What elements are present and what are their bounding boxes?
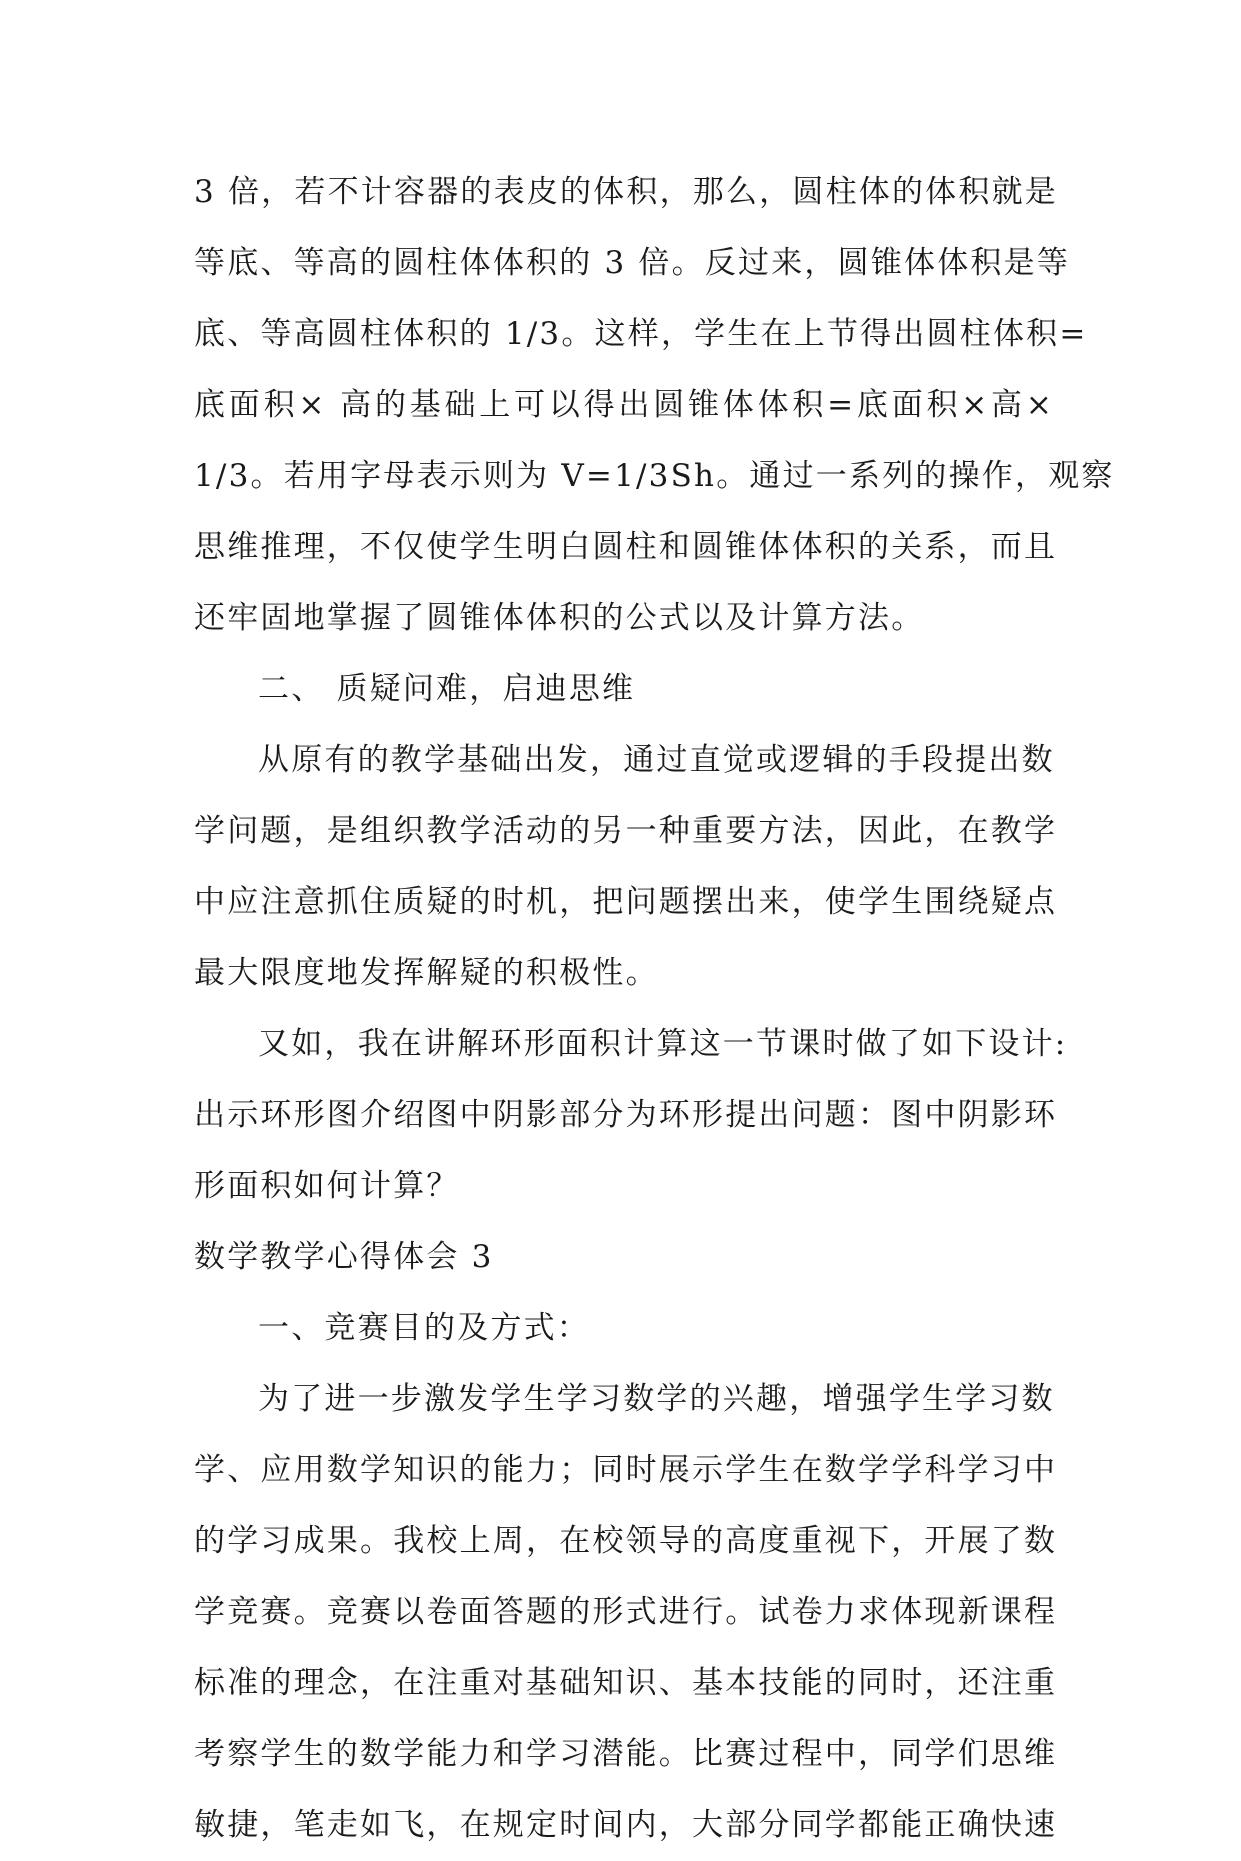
section-heading-purpose <box>194 1293 1054 1364</box>
text-line: 考察学生的数学能力和学习潜能。比赛过程中，同学们思维 <box>194 1736 1058 1772</box>
title-line: 数学教学心得体会 3 <box>194 1239 494 1275</box>
text-line: 标准的理念，在注重对基础知识、基本技能的同时，还注重 <box>194 1665 1058 1701</box>
heading-line: 一、竞赛目的及方式： <box>258 1310 590 1346</box>
text-line: 又如，我在讲解环形面积计算这一节课时做了如下设计: <box>258 1026 1068 1062</box>
text-line: 学竞赛。竞赛以卷面答题的形式进行。试卷力求体现新课程 <box>194 1594 1058 1630</box>
text-line: 出示环形图介绍图中阴影部分为环形提出问题：图中阴影环 <box>194 1097 1058 1133</box>
text-line: 敏捷，笔走如飞，在规定时间内，大部分同学都能正确快速 <box>194 1807 1058 1843</box>
text-line: 形面积如何计算？ <box>194 1168 460 1204</box>
article-title <box>194 1222 1054 1293</box>
text-line: 学问题，是组织教学活动的另一种重要方法，因此，在教学 <box>194 813 1058 849</box>
paragraph-cone-volume <box>194 157 1115 654</box>
text-line: 思维推理，不仅使学生明白圆柱和圆锥体体积的关系，而且 <box>194 529 1058 565</box>
text-line: 还牢固地掌握了圆锥体体积的公式以及计算方法。 <box>194 600 925 636</box>
heading-line: 二、 质疑问难，启迪思维 <box>258 671 636 707</box>
paragraph-competition <box>194 1364 1058 1861</box>
text-line: 为了进一步激发学生学习数学的兴趣，增强学生学习数 <box>258 1381 1055 1417</box>
paragraph-raise-questions <box>194 725 1058 1009</box>
text-line: 等底、等高的圆柱体体积的 3 倍。反过来，圆锥体体积是等 <box>194 245 1071 281</box>
paragraph-ring-area <box>194 1009 1068 1222</box>
text-line: 中应注意抓住质疑的时机，把问题摆出来，使学生围绕疑点 <box>194 884 1058 920</box>
text-line: 的学习成果。我校上周，在校领导的高度重视下，开展了数 <box>194 1523 1058 1559</box>
text-line: 底面积× 高的基础上可以得出圆锥体体积=底面积×高× <box>194 387 1054 423</box>
text-line: 最大限度地发挥解疑的积极性。 <box>194 955 659 991</box>
section-heading-questioning <box>194 654 1054 725</box>
text-line: 3 倍，若不计容器的表皮的体积，那么，圆柱体的体积就是 <box>194 174 1058 210</box>
document-page <box>194 157 1115 1861</box>
text-line: 底、等高圆柱体积的 1/3。这样，学生在上节得出圆柱体积= <box>194 316 1088 352</box>
text-line: 学、应用数学知识的能力；同时展示学生在数学学科学习中 <box>194 1452 1058 1488</box>
text-line: 从原有的教学基础出发，通过直觉或逻辑的手段提出数 <box>258 742 1055 778</box>
text-line: 1/3。若用字母表示则为 V=1/3Sh。通过一系列的操作，观察 <box>194 458 1115 494</box>
